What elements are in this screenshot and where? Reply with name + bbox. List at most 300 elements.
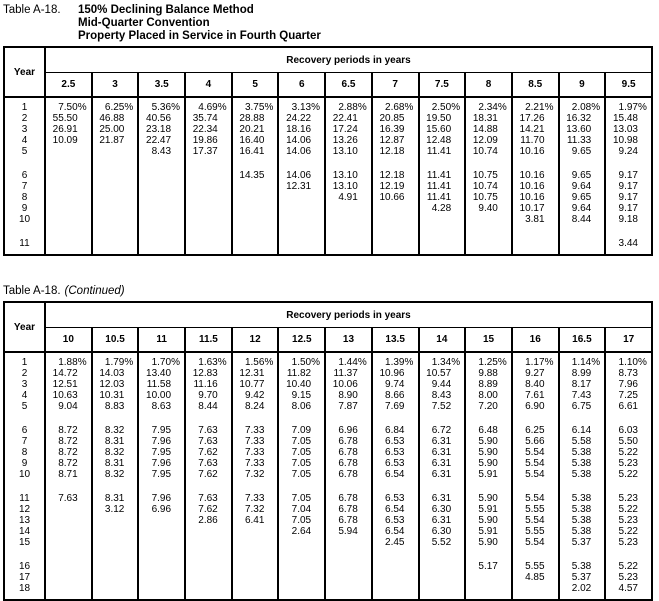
rate-cell	[138, 526, 185, 537]
rate-cell: 4.57	[605, 583, 652, 600]
rate-cell: 12.51	[45, 379, 92, 390]
period-header: 11.5	[185, 328, 232, 353]
row-group-gap	[4, 548, 652, 561]
rate-cell: 6.30	[419, 504, 466, 515]
year-cell: 9	[4, 203, 45, 214]
rate-cell: 5.90	[465, 537, 512, 548]
rate-cell: 8.90	[325, 390, 372, 401]
table-row	[4, 214, 652, 225]
table-row	[4, 352, 652, 368]
table-title	[3, 4, 659, 43]
rate-cell	[138, 515, 185, 526]
percent-sign: %	[544, 102, 554, 113]
rate-cell	[138, 203, 185, 214]
rate-cell	[45, 146, 92, 157]
period-header: 12	[232, 328, 279, 353]
table-row	[4, 379, 652, 390]
rate-cell: 10.74	[465, 181, 512, 192]
rate-cell	[92, 561, 139, 572]
rate-cell: 21.87	[92, 135, 139, 146]
rate-cell: 6.54	[372, 469, 419, 480]
rate-cell	[278, 583, 325, 600]
rate-cell: 6.53	[372, 493, 419, 504]
rate-cell	[278, 537, 325, 548]
rate-cell: 7.43	[559, 390, 606, 401]
rate-cell: 14.72	[45, 368, 92, 379]
table-row	[4, 436, 652, 447]
rate-cell: 1.25%	[465, 352, 512, 368]
rate-cell: 10.40	[278, 379, 325, 390]
percent-sign: %	[124, 102, 134, 113]
rate-cell	[92, 203, 139, 214]
rate-cell	[138, 214, 185, 225]
table-row	[4, 113, 652, 124]
rate-cell: 9.18	[605, 214, 652, 225]
table-row	[4, 135, 652, 146]
rate-cell: 4.28	[419, 203, 466, 214]
period-header: 11	[138, 328, 185, 353]
rate-cell: 7.63	[185, 458, 232, 469]
rate-cell: 6.48	[465, 425, 512, 436]
rate-cell	[185, 203, 232, 214]
table-row	[4, 124, 652, 135]
year-cell: 5	[4, 401, 45, 412]
rate-cell: 6.78	[325, 436, 372, 447]
percent-sign: %	[217, 102, 227, 113]
rate-cell	[45, 192, 92, 203]
rate-cell	[465, 238, 512, 255]
rate-cell: 7.62	[185, 447, 232, 458]
percent-sign: %	[77, 357, 87, 368]
rate-cell: 12.83	[185, 368, 232, 379]
rate-cell	[232, 537, 279, 548]
rate-cell	[92, 526, 139, 537]
rate-cell: 1.34%	[419, 352, 466, 368]
rate-cell: 6.25	[512, 425, 559, 436]
rate-cell: 5.94	[325, 526, 372, 537]
rate-cell: 7.63	[185, 493, 232, 504]
year-cell: 2	[4, 113, 45, 124]
rate-cell	[232, 214, 279, 225]
percent-sign: %	[638, 102, 647, 113]
rate-cell	[138, 192, 185, 203]
rate-cell	[45, 583, 92, 600]
percent-sign: %	[311, 357, 321, 368]
rate-cell: 7.33	[232, 436, 279, 447]
rate-cell: 11.41	[419, 192, 466, 203]
rate-cell	[92, 192, 139, 203]
rate-cell: 9.17	[605, 203, 652, 214]
rate-cell: 17.24	[325, 124, 372, 135]
rate-cell: 2.64	[278, 526, 325, 537]
rate-cell: 5.38	[559, 447, 606, 458]
percent-sign: %	[171, 102, 180, 113]
rate-cell: 8.40	[512, 379, 559, 390]
rate-cell: 7.33	[232, 447, 279, 458]
rate-cell: 5.54	[512, 458, 559, 469]
rate-cell: 10.09	[45, 135, 92, 146]
rate-cell: 5.38	[559, 561, 606, 572]
rate-cell	[138, 583, 185, 600]
rate-cell: 9.17	[605, 181, 652, 192]
rate-cell: 1.63%	[185, 352, 232, 368]
period-header: 9	[559, 73, 606, 98]
rate-cell: 14.06	[278, 146, 325, 157]
header-row-periods	[4, 328, 652, 353]
rate-cell: 6.30	[419, 526, 466, 537]
rate-cell	[185, 583, 232, 600]
rate-cell: 7.95	[138, 469, 185, 480]
rate-cell: 7.05	[278, 469, 325, 480]
rate-cell: 8.66	[372, 390, 419, 401]
period-header: 7	[372, 73, 419, 98]
rate-cell	[185, 214, 232, 225]
rate-cell: 9.17	[605, 170, 652, 181]
year-cell: 5	[4, 146, 45, 157]
rate-cell: 1.10%	[605, 352, 652, 368]
rate-cell	[185, 181, 232, 192]
year-cell: 10	[4, 469, 45, 480]
rate-cell: 4.91	[325, 192, 372, 203]
rate-cell: 4.69%	[185, 97, 232, 113]
rate-cell: 8.44	[559, 214, 606, 225]
rate-cell: 12.19	[372, 181, 419, 192]
rate-cell: 7.61	[512, 390, 559, 401]
rate-cell	[512, 238, 559, 255]
rate-cell: 8.44	[185, 401, 232, 412]
rate-cell: 7.05	[278, 493, 325, 504]
rate-cell	[45, 238, 92, 255]
rate-cell: 2.02	[559, 583, 606, 600]
rate-cell	[45, 515, 92, 526]
rate-cell: 2.50%	[419, 97, 466, 113]
table-row	[4, 537, 652, 548]
rate-cell: 1.44%	[325, 352, 372, 368]
percent-sign: %	[638, 357, 647, 368]
rate-cell: 22.34	[185, 124, 232, 135]
rate-cell: 5.55	[512, 561, 559, 572]
rate-cell: 8.72	[45, 447, 92, 458]
rate-cell: 2.86	[185, 515, 232, 526]
rate-cell	[92, 537, 139, 548]
header-row-group	[4, 302, 652, 328]
rate-cell: 12.48	[419, 135, 466, 146]
rate-cell: 9.24	[605, 146, 652, 157]
rate-cell: 1.14%	[559, 352, 606, 368]
period-header: 4	[185, 73, 232, 98]
year-cell: 18	[4, 583, 45, 600]
rate-cell: 8.32	[92, 447, 139, 458]
rate-cell: 10.63	[45, 390, 92, 401]
period-header: 14	[419, 328, 466, 353]
rate-cell: 8.32	[92, 469, 139, 480]
rate-cell: 20.85	[372, 113, 419, 124]
header-row-group	[4, 47, 652, 73]
rate-cell	[419, 572, 466, 583]
year-cell: 1	[4, 352, 45, 368]
rate-cell: 7.52	[419, 401, 466, 412]
year-cell: 13	[4, 515, 45, 526]
rate-cell: 7.20	[465, 401, 512, 412]
period-header: 9.5	[605, 73, 652, 98]
rate-cell: 12.03	[92, 379, 139, 390]
rate-cell: 3.12	[92, 504, 139, 515]
year-cell: 8	[4, 192, 45, 203]
rate-cell: 7.33	[232, 425, 279, 436]
table-row	[4, 390, 652, 401]
rate-cell: 9.27	[512, 368, 559, 379]
table-row	[4, 181, 652, 192]
year-cell: 11	[4, 238, 45, 255]
rate-cell	[185, 572, 232, 583]
rate-cell	[45, 537, 92, 548]
table-row	[4, 447, 652, 458]
rate-cell: 9.42	[232, 390, 279, 401]
rate-cell: 9.64	[559, 181, 606, 192]
rate-cell: 13.60	[559, 124, 606, 135]
rate-cell	[325, 203, 372, 214]
percent-sign: %	[264, 102, 274, 113]
rate-cell: 7.50%	[45, 97, 92, 113]
rate-cell	[92, 170, 139, 181]
rate-cell: 10.06	[325, 379, 372, 390]
percent-sign: %	[357, 357, 367, 368]
rate-cell: 5.22	[605, 526, 652, 537]
rate-cell: 11.58	[138, 379, 185, 390]
rate-cell: 5.22	[605, 504, 652, 515]
rate-cell: 8.63	[138, 401, 185, 412]
rate-cell: 7.95	[138, 447, 185, 458]
rate-cell: 5.91	[465, 526, 512, 537]
rate-cell: 2.68%	[372, 97, 419, 113]
rate-cell: 5.38	[559, 458, 606, 469]
rate-cell: 10.74	[465, 146, 512, 157]
rate-cell: 5.52	[419, 537, 466, 548]
period-header: 6	[278, 73, 325, 98]
table-row	[4, 493, 652, 504]
rate-cell: 10.17	[512, 203, 559, 214]
rate-cell: 5.90	[465, 436, 512, 447]
period-header: 5	[232, 73, 279, 98]
depreciation-rate-table-continued	[3, 301, 653, 601]
period-header: 2.5	[45, 73, 92, 98]
rate-cell: 13.10	[325, 181, 372, 192]
rate-cell: 14.03	[92, 368, 139, 379]
rate-cell	[232, 561, 279, 572]
rate-cell	[45, 170, 92, 181]
rate-cell: 5.54	[512, 515, 559, 526]
rate-cell: 5.22	[605, 447, 652, 458]
percent-sign: %	[404, 357, 414, 368]
rate-cell: 1.70%	[138, 352, 185, 368]
rate-cell: 28.88	[232, 113, 279, 124]
rate-cell: 6.75	[559, 401, 606, 412]
rate-cell: 5.17	[465, 561, 512, 572]
rate-cell	[278, 561, 325, 572]
rate-cell: 8.31	[92, 458, 139, 469]
rate-cell: 5.90	[465, 458, 512, 469]
rate-cell: 6.54	[372, 526, 419, 537]
rate-cell: 10.57	[419, 368, 466, 379]
rate-cell	[92, 214, 139, 225]
period-header: 16.5	[559, 328, 606, 353]
rate-cell: 8.72	[45, 436, 92, 447]
rate-cell: 10.66	[372, 192, 419, 203]
rate-cell	[325, 561, 372, 572]
rate-cell: 7.62	[185, 469, 232, 480]
table-row	[4, 146, 652, 157]
rate-cell: 1.56%	[232, 352, 279, 368]
rate-cell: 2.21%	[512, 97, 559, 113]
rate-cell: 12.31	[232, 368, 279, 379]
period-header: 8.5	[512, 73, 559, 98]
period-header: 8	[465, 73, 512, 98]
period-header: 10.5	[92, 328, 139, 353]
period-header: 17	[605, 328, 652, 353]
rate-cell: 5.36%	[138, 97, 185, 113]
rate-cell: 8.00	[465, 390, 512, 401]
year-cell: 1	[4, 97, 45, 113]
rate-cell: 8.83	[92, 401, 139, 412]
table-title-line-2: Mid-Quarter Convention	[78, 17, 210, 29]
table-title-lines	[78, 4, 321, 43]
rate-cell: 8.43	[419, 390, 466, 401]
rate-cell: 5.38	[559, 493, 606, 504]
rate-cell	[325, 214, 372, 225]
rate-cell: 14.21	[512, 124, 559, 135]
rate-cell	[465, 583, 512, 600]
percent-sign: %	[311, 102, 321, 113]
rate-cell: 2.34%	[465, 97, 512, 113]
rate-cell	[92, 583, 139, 600]
period-header: 13	[325, 328, 372, 353]
rate-cell: 2.88%	[325, 97, 372, 113]
header-row-periods	[4, 73, 652, 98]
rate-cell	[419, 238, 466, 255]
rate-cell: 13.03	[605, 124, 652, 135]
rate-cell: 14.88	[465, 124, 512, 135]
rate-cell: 3.75%	[232, 97, 279, 113]
recovery-periods-header: Recovery periods in years	[45, 302, 652, 328]
rate-cell: 18.31	[465, 113, 512, 124]
rate-cell	[278, 192, 325, 203]
table-row	[4, 192, 652, 203]
rate-cell	[232, 526, 279, 537]
rate-cell	[92, 181, 139, 192]
percent-sign: %	[171, 357, 180, 368]
rate-cell: 6.54	[372, 504, 419, 515]
rate-cell	[185, 526, 232, 537]
rate-cell: 14.35	[232, 170, 279, 181]
rate-cell: 19.50	[419, 113, 466, 124]
period-header: 6.5	[325, 73, 372, 98]
rate-cell: 5.23	[605, 493, 652, 504]
rate-cell	[512, 583, 559, 600]
rate-cell: 10.16	[512, 181, 559, 192]
rate-cell: 3.44	[605, 238, 652, 255]
rate-cell	[278, 238, 325, 255]
rate-cell: 7.63	[185, 425, 232, 436]
table-a18-continued-block	[0, 285, 659, 601]
rate-cell: 5.22	[605, 561, 652, 572]
year-cell: 15	[4, 537, 45, 548]
rate-cell: 9.65	[559, 146, 606, 157]
rate-cell	[465, 214, 512, 225]
period-header: 16	[512, 328, 559, 353]
rate-cell: 10.16	[512, 192, 559, 203]
rate-cell	[138, 561, 185, 572]
rate-cell	[45, 203, 92, 214]
rate-cell: 6.53	[372, 436, 419, 447]
rate-cell: 8.17	[559, 379, 606, 390]
table-continued-title-label: Table A-18.	[3, 285, 61, 297]
rate-cell	[92, 238, 139, 255]
rate-cell: 8.31	[92, 493, 139, 504]
percent-sign: %	[451, 102, 461, 113]
rate-cell: 9.04	[45, 401, 92, 412]
rate-cell	[419, 561, 466, 572]
rate-cell: 16.40	[232, 135, 279, 146]
rate-cell: 12.18	[372, 170, 419, 181]
rate-cell: 9.88	[465, 368, 512, 379]
percent-sign: %	[497, 357, 507, 368]
table-row	[4, 469, 652, 480]
rate-cell: 9.40	[465, 203, 512, 214]
rate-cell: 6.53	[372, 458, 419, 469]
rate-cell: 17.26	[512, 113, 559, 124]
rate-cell	[232, 238, 279, 255]
year-cell: 4	[4, 390, 45, 401]
year-cell: 14	[4, 526, 45, 537]
rate-cell: 16.41	[232, 146, 279, 157]
rate-cell: 5.38	[559, 526, 606, 537]
rate-cell: 11.16	[185, 379, 232, 390]
rate-cell	[372, 203, 419, 214]
table-continued-title	[3, 285, 659, 298]
table-title-line-1: 150% Declining Balance Method	[78, 4, 254, 16]
rate-cell	[419, 583, 466, 600]
rate-cell: 18.16	[278, 124, 325, 135]
rate-cell: 7.96	[138, 458, 185, 469]
rate-cell	[465, 572, 512, 583]
table-row	[4, 515, 652, 526]
rate-cell: 5.55	[512, 504, 559, 515]
rate-cell	[372, 583, 419, 600]
rate-cell: 6.78	[325, 469, 372, 480]
rate-cell: 5.23	[605, 515, 652, 526]
rate-cell	[138, 238, 185, 255]
year-cell: 16	[4, 561, 45, 572]
rate-cell: 14.06	[278, 170, 325, 181]
rate-cell: 6.31	[419, 493, 466, 504]
rate-cell	[45, 214, 92, 225]
document-page	[0, 4, 659, 601]
rate-cell	[45, 561, 92, 572]
percent-sign: %	[591, 102, 601, 113]
rate-cell: 11.41	[419, 170, 466, 181]
rate-cell: 5.38	[559, 504, 606, 515]
rate-cell: 16.39	[372, 124, 419, 135]
rate-cell: 7.95	[138, 425, 185, 436]
rate-cell: 6.31	[419, 447, 466, 458]
rate-cell	[325, 572, 372, 583]
table-row	[4, 401, 652, 412]
year-cell: 11	[4, 493, 45, 504]
period-header: 10	[45, 328, 92, 353]
rate-cell	[45, 181, 92, 192]
rate-cell: 8.71	[45, 469, 92, 480]
rate-cell	[92, 515, 139, 526]
